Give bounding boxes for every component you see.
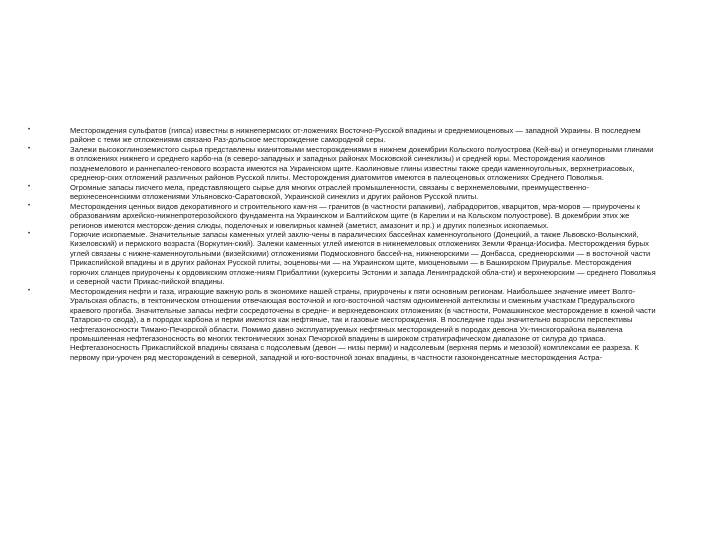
bullet-text: Огромные запасы писчего мела, представляющего сырье для многих отраслей промышленности, связаны с верхнемеловыми, преимущественно-верхнесеноннскими отложениями Ульяновско-Саратовской, Украинской синеклиз и других районов Русской плиты. bbox=[70, 182, 589, 202]
bullet-icon: • bbox=[28, 287, 31, 294]
bullet-list bbox=[28, 126, 658, 362]
bullet-text: Месторождения нефти и газа, играющие важную роль в экономике нашей страны, приурочены к пяти основным регионам. Наибольшее значение имеет Волго-Уральская область, в тектоническом отношении отвечающая восточной и юго-восточной частям одноименной антеклизы и смежным участкам Предуральского краевого прогиба. Значительные запасы нефти сосредоточены в средне- и верхнедевонских отложениях (в частности, Ромашкинское месторождение в южной части Татарско-го свода), а в породах карбона и перми имеются как нефтяные, так и газовые месторождения. В последние годы значительно возросли перспективы нефтегазоносности Тимано-Печорской области. Помимо давно эксплуатируемых нефтяных месторождений в породах девона Ух-тинскогорайона выявлена промышленная нефтегазоносность во многих тектонических зонах Печорской впадины в широком стратиграфическом диапазоне от силура до триаса. Нефтегазоносность Прикаспийской впадины связана с подсолевым (девон — низы перми) и надсолевым (верхняя пермь и мезозой) комплексами ее разреза. К первому при-урочен ряд месторождений в северной, западной и юго-восточной зонах впадины, в частности газоконденсатные месторождения Астра- bbox=[70, 286, 656, 362]
bullet-item-oil-gas bbox=[28, 286, 658, 363]
bullet-text: Месторождения ценных видов декоративного и строительного кам-ня — гранитов (в частности рапакиви), лабрадоритов, кварцитов, мра-моров — приурочены к образованиям архейско-нижнепротерозойского фундамента на Украинском и Балтийском щите (в Карелии и на Кольском полуострове). В докембрии этих же регионов имеются месторож-дения слюды, поделочных и ювелирных камней (аметист, амазонит и пр.) и других полезных ископаемых. bbox=[70, 201, 641, 230]
bullet-text: Месторождения сульфатов (гипса) известны в нижнепермских от-ложениях Восточно-Русской впадины и среднемиоценовых — западной Украины. В последнем районе с теми же отложениями связано Раз-дольское месторождение самородной серы. bbox=[70, 126, 641, 145]
bullet-icon: • bbox=[28, 202, 31, 209]
bullet-text: Горючие ископаемые. Значительные запасы каменных углей заклю-чены в паралических бассейнах каменноугольного (Донецкий, а также Львовско-Волынский, Кизеловский) и пермского возраста (Воркутин-ский). Залежи каменных углей имеются в нижнемеловых отложениях Земли Франца-Иосифа. Месторождения бурых углей связаны с нижне-каменноугольными (визейскими) отложениями Подмосковного бассей-на, нижнеюрскими — Донбасса, среднеюрскими — в восточной части Прикаспийской впадины и в других районах Русской плиты, эоценовы-ми — на Украинском щите, миоценовыми — в Башкирском Приуралье. Месторождения горючих сланцев приурочены к ордовикским отложе-ниям Прибалтики (кукерситы Эстонии и запада Ленинградской обла-сти) и верхнеюрским — среднего Поволжья и северной части Прикас-пийской впадины. bbox=[70, 229, 656, 287]
bullet-icon: • bbox=[28, 145, 31, 152]
bullet-item-sulfates bbox=[28, 126, 658, 145]
bullet-item-alumina bbox=[28, 144, 658, 183]
bullet-text: Залежи высокоглиноземистого сырья представлены кианитовыми месторождениями в нижнем докембрии Кольского полуострова (Кей-вы) и огнеупорными глинами в отложениях нижнего и среднего карбо-на (в северо-западных и западных районах Московской синеклизы) и средней юры. Месторождения каолинов позднемелового и раннепалео-генового возраста имеются на Украинском щите. Каолиновые глины известны также среди каменноугольных, верхнетриасовых, среднеюр-ских отложений различных районов Русской плиты. Месторождения диатомитов имеются в палеоценовых отложениях Среднего Поволжья. bbox=[70, 144, 654, 183]
bullet-item-stone bbox=[28, 201, 658, 230]
bullet-item-fuels bbox=[28, 229, 658, 287]
bullet-icon: • bbox=[28, 127, 31, 133]
bullet-icon: • bbox=[28, 230, 31, 237]
bullet-icon: • bbox=[28, 183, 31, 190]
bullet-item-chalk bbox=[28, 182, 658, 202]
